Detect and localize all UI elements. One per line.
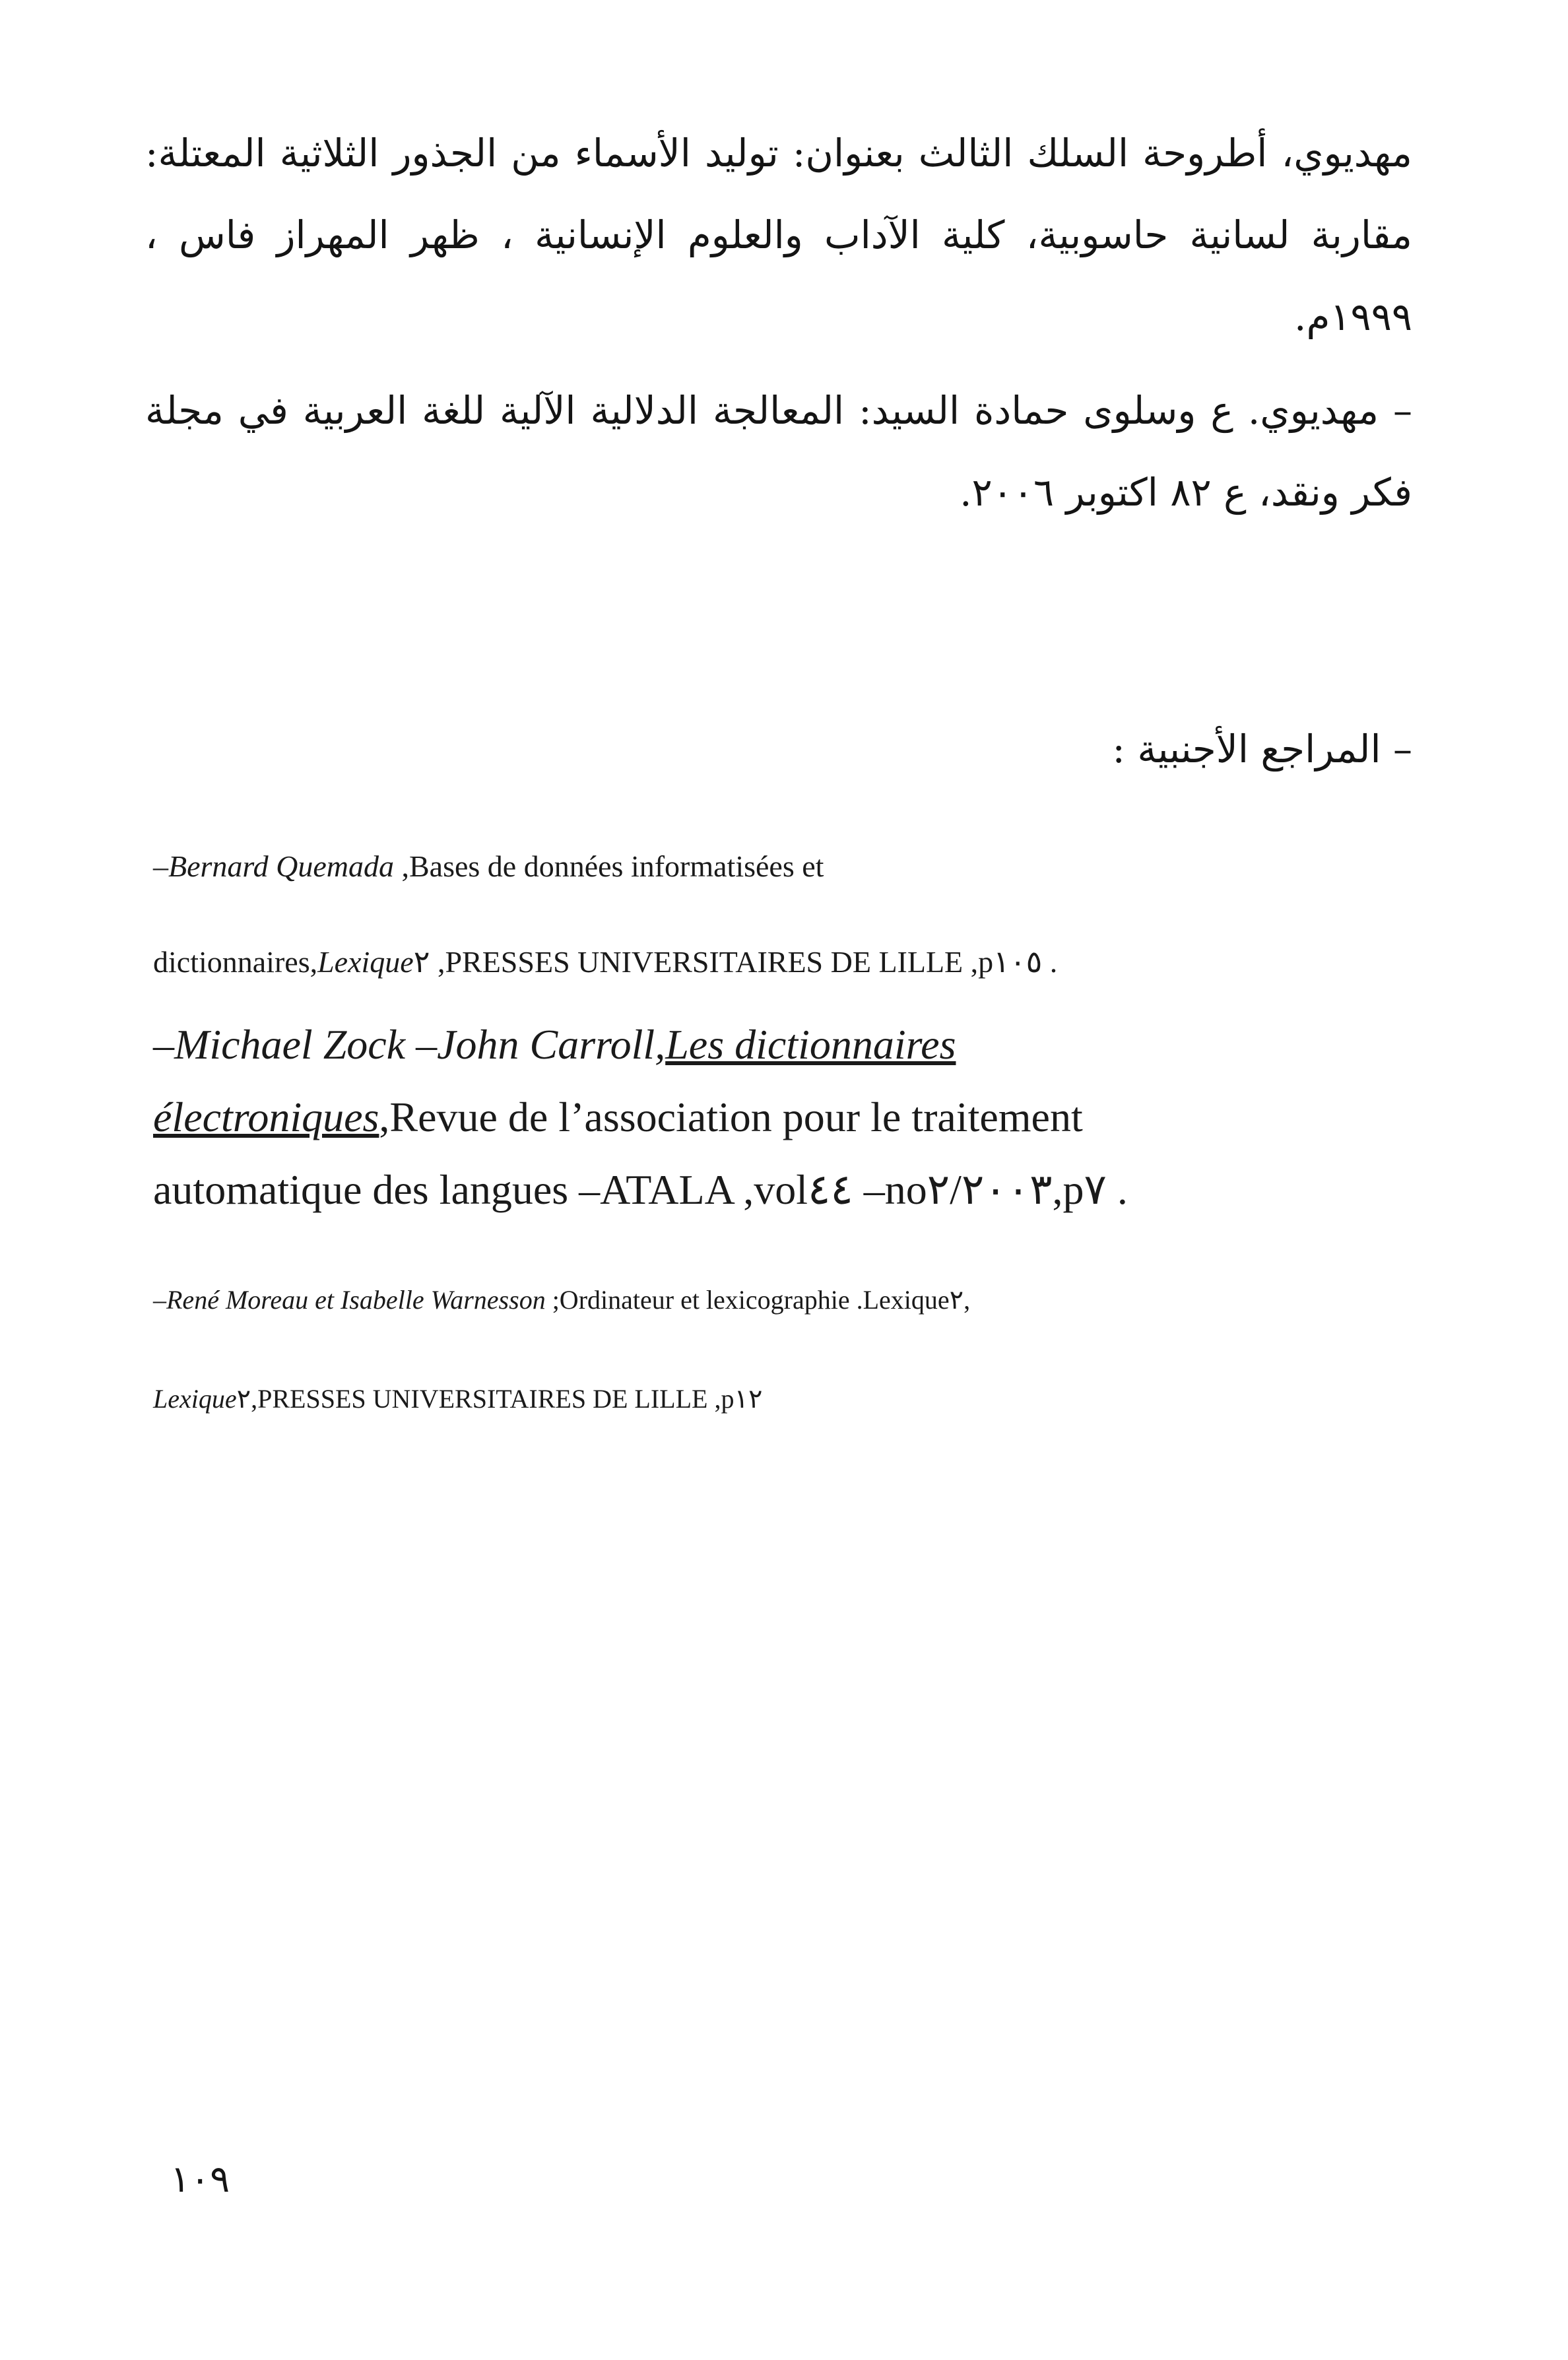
reference-author: –Michael Zock –John Carroll,: [153, 1021, 666, 1068]
reference-issue: ٢: [413, 945, 430, 979]
reference-author: –René Moreau et Isabelle Warnesson: [153, 1285, 546, 1315]
foreign-reference-zock-carroll: [153, 1008, 1394, 1226]
reference-publisher: ,PRESSES UNIVERSITAIRES DE LILLE ,p١٠٥ .: [430, 945, 1058, 979]
reference-line: [153, 1251, 1394, 1350]
reference-publisher: ,PRESSES UNIVERSITAIRES DE LILLE ,p١٢: [251, 1384, 763, 1414]
reference-line: [153, 1350, 1394, 1449]
reference-line: [153, 1008, 1394, 1081]
arabic-reference-2-text: – مهديوي. ع وسلوى حمادة السيد: المعالجة الدلالية الآلية للغة العربية في مجلة فكر ونقد، ع ٨٢ اكتوبر ٢٠٠٦.: [145, 388, 1412, 515]
reference-journal: Lexique: [317, 945, 414, 979]
arabic-reference-1-text: مهديوي، أطروحة السلك الثالث بعنوان: توليد الأسماء من الجذور الثلاثية المعتلة: مقاربة لسانية حاسوبية، كلية الآداب والعلوم الإنسانية ، ظهر المهراز فاس ، ١٩٩٩م.: [145, 131, 1412, 339]
reference-title: Les dictionnaires: [665, 1021, 956, 1068]
reference-journal: ,Revue de l’association pour le traitement: [379, 1094, 1083, 1140]
foreign-references-heading: – المراجع الأجنبية :: [1112, 727, 1412, 771]
reference-title: ,Bases de données informatisées et: [393, 849, 824, 883]
page-number: ١٠٩: [170, 2158, 230, 2201]
reference-journal: Lexique: [153, 1384, 237, 1414]
arabic-reference-2: [145, 370, 1412, 533]
reference-title: dictionnaires,: [153, 945, 318, 979]
reference-line: [153, 1081, 1394, 1154]
reference-author: –Bernard Quemada: [153, 849, 394, 883]
reference-line: [153, 818, 1394, 914]
reference-line: automatique des langues –ATALA ,vol٤٤ –no٢/٢٠٠٣,p٧ .: [153, 1166, 1128, 1213]
reference-issue: ٢: [236, 1384, 251, 1414]
foreign-reference-quemada: [153, 818, 1394, 1010]
arabic-reference-1: [145, 112, 1412, 358]
foreign-reference-moreau-warnesson: [153, 1251, 1394, 1449]
reference-title: électroniques: [153, 1094, 379, 1140]
reference-title: ;Ordinateur et lexicographie .Lexique٢,: [545, 1285, 971, 1315]
reference-line: [153, 914, 1394, 1010]
